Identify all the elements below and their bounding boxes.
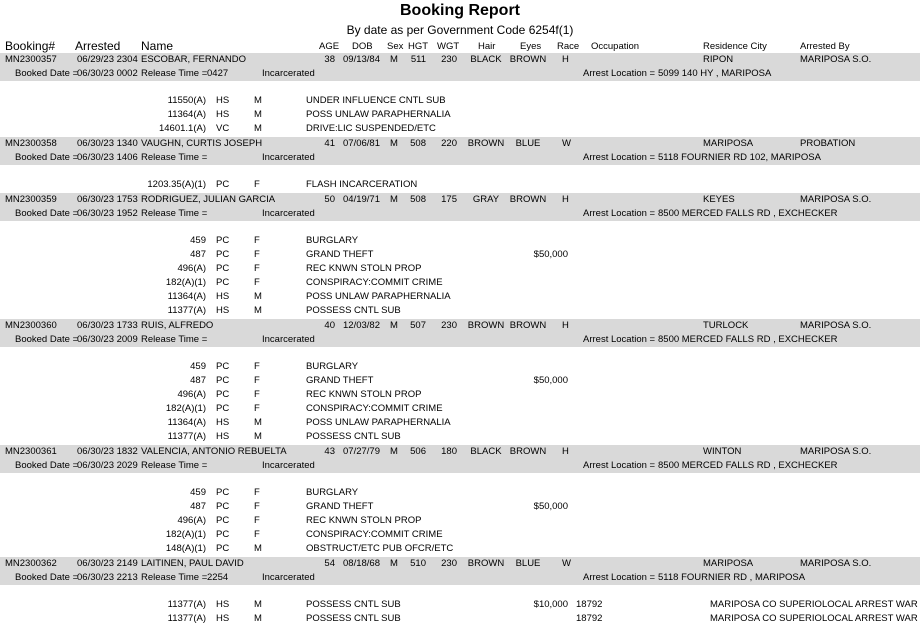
- charge-code: 14601.1(A): [158, 123, 206, 134]
- charge-type: HS: [216, 431, 230, 442]
- dob-value: 07/27/79: [343, 446, 380, 457]
- release-time-value: 2254: [207, 572, 229, 583]
- charge-code: 487: [190, 501, 206, 512]
- charge-level: M: [254, 613, 262, 624]
- charge-description: REC KNWN STOLN PROP: [306, 389, 422, 400]
- charge-description: REC KNWN STOLN PROP: [306, 263, 422, 274]
- charge-description: GRAND THEFT: [306, 375, 374, 386]
- charge-level: F: [254, 235, 260, 246]
- booked-date-label: Booked Date =: [15, 572, 79, 583]
- custody-status: Incarcerated: [262, 152, 315, 163]
- charge-level: F: [254, 375, 260, 386]
- charge-description: POSSESS CNTL SUB: [306, 431, 401, 442]
- arrested-datetime: 06/30/23 1832: [77, 446, 138, 457]
- bail-amount: $50,000: [533, 249, 568, 260]
- booked-date-value: 06/30/23 0002: [77, 68, 138, 79]
- residence-city: WINTON: [703, 446, 742, 457]
- charge-description: GRAND THEFT: [306, 249, 374, 260]
- charge-description: CONSPIRACY:COMMIT CRIME: [306, 403, 443, 414]
- arrestee-name: LAITINEN, PAUL DAVID: [141, 558, 244, 569]
- age-value: 50: [324, 194, 335, 205]
- eyes-value: BLUE: [515, 558, 541, 569]
- race-value: H: [562, 446, 569, 457]
- weight-value: 230: [441, 320, 457, 331]
- charge-description: BURGLARY: [306, 361, 359, 372]
- charge-type: VC: [216, 123, 230, 134]
- arrestee-name: ESCOBAR, FERNANDO: [141, 54, 247, 65]
- weight-value: 180: [441, 446, 457, 457]
- col-booking: Booking#: [5, 39, 56, 53]
- residence-city: RIPON: [703, 54, 734, 65]
- race-value: W: [562, 138, 571, 149]
- release-time-label: Release Time =: [141, 68, 208, 79]
- hair-value: BROWN: [467, 138, 505, 149]
- charge-type: HS: [216, 305, 230, 316]
- disposition: LOCAL ARREST WAR: [822, 599, 918, 610]
- charge-code: 11377(A): [167, 305, 206, 316]
- charge-type: PC: [216, 361, 230, 372]
- arrested-by: PROBATION: [800, 138, 856, 149]
- dob-value: 07/06/81: [343, 138, 380, 149]
- court-name: MARIPOSA CO SUPERIO: [710, 599, 822, 610]
- charge-description: POSS UNLAW PARAPHERNALIA: [306, 417, 451, 428]
- charge-level: F: [254, 403, 260, 414]
- charge-level: F: [254, 487, 260, 498]
- age-value: 41: [324, 138, 335, 149]
- col-arrested: Arrested: [75, 39, 121, 53]
- arrest-location-value: 5099 140 HY , MARIPOSA: [658, 68, 772, 79]
- arrest-location-label: Arrest Location =: [583, 208, 656, 219]
- arrestee-name: VAUGHN, CURTIS JOSEPH: [141, 138, 263, 149]
- booked-date-label: Booked Date =: [15, 334, 79, 345]
- eyes-value: BROWN: [509, 54, 547, 65]
- eyes-value: BROWN: [509, 320, 547, 331]
- charge-level: F: [254, 277, 260, 288]
- charge-description: POSSESS CNTL SUB: [306, 599, 401, 610]
- arrested-by: MARIPOSA S.O.: [800, 446, 872, 457]
- weight-value: 230: [441, 54, 457, 65]
- charge-level: F: [254, 263, 260, 274]
- sex-value: M: [390, 138, 398, 149]
- charge-code: 182(A)(1): [165, 529, 206, 540]
- arrested-datetime: 06/30/23 1733: [77, 320, 138, 331]
- charge-type: HS: [216, 95, 230, 106]
- booking-number: MN2300362: [5, 558, 57, 569]
- age-value: 43: [324, 446, 335, 457]
- residence-city: TURLOCK: [703, 320, 749, 331]
- weight-value: 230: [441, 558, 457, 569]
- charge-level: F: [254, 515, 260, 526]
- residence-city: MARIPOSA: [703, 138, 754, 149]
- custody-status: Incarcerated: [262, 572, 315, 583]
- hair-value: BROWN: [467, 320, 505, 331]
- charge-description: DRIVE:LIC SUSPENDED/ETC: [306, 123, 436, 134]
- weight-value: 175: [441, 194, 457, 205]
- col-age: AGE: [319, 41, 340, 52]
- arrested-by: MARIPOSA S.O.: [800, 320, 872, 331]
- charge-code: 11550(A): [167, 95, 206, 106]
- booked-date-value: 06/30/23 2009: [77, 334, 138, 345]
- booked-date-label: Booked Date =: [15, 208, 79, 219]
- charge-description: POSS UNLAW PARAPHERNALIA: [306, 291, 451, 302]
- sex-value: M: [390, 446, 398, 457]
- height-value: 511: [410, 54, 426, 65]
- charge-level: M: [254, 123, 262, 134]
- charge-code: 487: [190, 249, 206, 260]
- charge-description: POSS UNLAW PARAPHERNALIA: [306, 109, 451, 120]
- charge-level: F: [254, 179, 260, 190]
- height-value: 506: [410, 446, 426, 457]
- charge-type: PC: [216, 389, 230, 400]
- arrestee-name: VALENCIA, ANTONIO REBUELTA: [141, 446, 287, 457]
- release-time-label: Release Time =: [141, 460, 208, 471]
- race-value: H: [562, 194, 569, 205]
- release-time-value: 0427: [207, 68, 229, 79]
- release-time-label: Release Time =: [141, 208, 208, 219]
- dob-value: 08/18/68: [343, 558, 380, 569]
- arrestee-name: RUIS, ALFREDO: [141, 320, 214, 331]
- report-subtitle: By date as per Government Code 6254f(1): [346, 23, 574, 37]
- charge-level: M: [254, 109, 262, 120]
- arrest-location-value: 8500 MERCED FALLS RD , EXCHECKER: [658, 460, 838, 471]
- custody-status: Incarcerated: [262, 334, 315, 345]
- charge-level: M: [254, 305, 262, 316]
- arrest-location-value: 8500 MERCED FALLS RD , EXCHECKER: [658, 334, 838, 345]
- charge-code: 11364(A): [167, 417, 206, 428]
- col-hair: Hair: [478, 41, 496, 52]
- col-occupation: Occupation: [591, 41, 640, 52]
- booked-date-label: Booked Date =: [15, 68, 79, 79]
- arrested-datetime: 06/30/23 2149: [77, 558, 138, 569]
- sex-value: M: [390, 558, 398, 569]
- charge-level: M: [254, 95, 262, 106]
- charge-level: M: [254, 417, 262, 428]
- arrested-by: MARIPOSA S.O.: [800, 194, 872, 205]
- booked-date-value: 06/30/23 2213: [77, 572, 138, 583]
- charge-type: PC: [216, 375, 230, 386]
- residence-city: KEYES: [703, 194, 735, 205]
- eyes-value: BROWN: [509, 446, 547, 457]
- arrested-datetime: 06/30/23 1340: [77, 138, 138, 149]
- booking-number: MN2300358: [5, 138, 57, 149]
- charge-description: CONSPIRACY:COMMIT CRIME: [306, 529, 443, 540]
- release-time-label: Release Time =: [141, 572, 208, 583]
- custody-status: Incarcerated: [262, 460, 315, 471]
- booking-number: MN2300360: [5, 320, 57, 331]
- bail-amount: $10,000: [533, 599, 568, 610]
- charge-code: 459: [190, 361, 206, 372]
- col-eyes: Eyes: [520, 41, 542, 52]
- hair-value: BROWN: [467, 558, 505, 569]
- eyes-value: BROWN: [509, 194, 547, 205]
- custody-status: Incarcerated: [262, 68, 315, 79]
- eyes-value: BLUE: [515, 138, 541, 149]
- charge-type: PC: [216, 501, 230, 512]
- charge-type: PC: [216, 235, 230, 246]
- col-race: Race: [557, 41, 580, 52]
- bail-amount: $50,000: [533, 375, 568, 386]
- charge-type: PC: [216, 515, 230, 526]
- arrest-location-label: Arrest Location =: [583, 152, 656, 163]
- charge-level: F: [254, 501, 260, 512]
- charge-code: 496(A): [177, 515, 206, 526]
- charge-level: F: [254, 389, 260, 400]
- charge-code: 496(A): [177, 263, 206, 274]
- booked-date-value: 06/30/23 1952: [77, 208, 138, 219]
- charge-code: 459: [190, 235, 206, 246]
- charge-code: 11377(A): [167, 599, 206, 610]
- charge-description: REC KNWN STOLN PROP: [306, 515, 422, 526]
- arrest-location-label: Arrest Location =: [583, 460, 656, 471]
- bail-amount: $50,000: [533, 501, 568, 512]
- booked-date-value: 06/30/23 1406: [77, 152, 138, 163]
- booking-number: MN2300357: [5, 54, 57, 65]
- col-arrested-by: Arrested By: [800, 41, 850, 52]
- charge-code: 496(A): [177, 389, 206, 400]
- col-residence: Residence City: [703, 41, 767, 52]
- charge-level: F: [254, 361, 260, 372]
- charge-level: M: [254, 291, 262, 302]
- charge-type: PC: [216, 179, 230, 190]
- report-title: Booking Report: [400, 2, 520, 19]
- charge-code: 182(A)(1): [165, 403, 206, 414]
- booking-header-band: [0, 53, 920, 81]
- booking-number: MN2300361: [5, 446, 57, 457]
- release-time-label: Release Time =: [141, 152, 208, 163]
- weight-value: 220: [441, 138, 457, 149]
- charge-type: PC: [216, 277, 230, 288]
- charge-description: FLASH INCARCERATION: [306, 179, 418, 190]
- arrested-by: MARIPOSA S.O.: [800, 558, 872, 569]
- arrested-by: MARIPOSA S.O.: [800, 54, 872, 65]
- arrest-location-value: 5118 FOURNIER RD , MARIPOSA: [658, 572, 806, 583]
- charge-type: PC: [216, 487, 230, 498]
- charge-type: HS: [216, 613, 230, 624]
- race-value: H: [562, 54, 569, 65]
- arrestee-name: RODRIGUEZ, JULIAN GARCIA: [141, 194, 276, 205]
- charge-level: M: [254, 543, 262, 554]
- arrest-location-value: 5118 FOURNIER RD 102, MARIPOSA: [658, 152, 821, 163]
- charge-type: HS: [216, 599, 230, 610]
- charge-type: PC: [216, 263, 230, 274]
- sex-value: M: [390, 54, 398, 65]
- height-value: 507: [410, 320, 426, 331]
- release-time-label: Release Time =: [141, 334, 208, 345]
- charge-code: 148(A)(1): [165, 543, 206, 554]
- case-number: 18792: [576, 613, 603, 624]
- hair-value: BLACK: [470, 54, 502, 65]
- race-value: W: [562, 558, 571, 569]
- charge-code: 11377(A): [167, 431, 206, 442]
- height-value: 508: [410, 138, 426, 149]
- arrest-location-label: Arrest Location =: [583, 334, 656, 345]
- charge-type: PC: [216, 529, 230, 540]
- hair-value: BLACK: [470, 446, 502, 457]
- charge-description: GRAND THEFT: [306, 501, 374, 512]
- race-value: H: [562, 320, 569, 331]
- charge-description: POSSESS CNTL SUB: [306, 613, 401, 624]
- arrested-datetime: 06/30/23 1753: [77, 194, 138, 205]
- custody-status: Incarcerated: [262, 208, 315, 219]
- dob-value: 12/03/82: [343, 320, 380, 331]
- charge-type: PC: [216, 249, 230, 260]
- charge-description: OBSTRUCT/ETC PUB OFCR/ETC: [306, 543, 454, 554]
- age-value: 38: [324, 54, 335, 65]
- col-hgt: HGT: [408, 41, 429, 52]
- charge-code: 459: [190, 487, 206, 498]
- charge-description: POSSESS CNTL SUB: [306, 305, 401, 316]
- charge-level: F: [254, 249, 260, 260]
- charge-code: 182(A)(1): [165, 277, 206, 288]
- col-sex: Sex: [387, 41, 404, 52]
- booked-date-label: Booked Date =: [15, 152, 79, 163]
- charge-code: 1203.35(A)(1): [147, 179, 206, 190]
- booking-number: MN2300359: [5, 194, 57, 205]
- col-wgt: WGT: [437, 41, 460, 52]
- booked-date-value: 06/30/23 2029: [77, 460, 138, 471]
- dob-value: 09/13/84: [343, 54, 380, 65]
- court-name: MARIPOSA CO SUPERIO: [710, 613, 822, 624]
- sex-value: M: [390, 194, 398, 205]
- booked-date-label: Booked Date =: [15, 460, 79, 471]
- col-name: Name: [141, 39, 174, 53]
- arrest-location-label: Arrest Location =: [583, 68, 656, 79]
- height-value: 508: [410, 194, 426, 205]
- charge-type: HS: [216, 109, 230, 120]
- charge-description: BURGLARY: [306, 235, 359, 246]
- sex-value: M: [390, 320, 398, 331]
- age-value: 40: [324, 320, 335, 331]
- charge-description: BURGLARY: [306, 487, 359, 498]
- arrest-location-label: Arrest Location =: [583, 572, 656, 583]
- height-value: 510: [410, 558, 426, 569]
- charge-level: M: [254, 431, 262, 442]
- charge-type: PC: [216, 403, 230, 414]
- arrest-location-value: 8500 MERCED FALLS RD , EXCHECKER: [658, 208, 838, 219]
- charge-level: F: [254, 529, 260, 540]
- dob-value: 04/19/71: [343, 194, 380, 205]
- charge-code: 11364(A): [167, 109, 206, 120]
- charge-code: 487: [190, 375, 206, 386]
- charge-description: CONSPIRACY:COMMIT CRIME: [306, 277, 443, 288]
- charge-description: UNDER INFLUENCE CNTL SUB: [306, 95, 446, 106]
- case-number: 18792: [576, 599, 603, 610]
- charge-type: HS: [216, 291, 230, 302]
- charge-code: 11377(A): [167, 613, 206, 624]
- charge-type: HS: [216, 417, 230, 428]
- residence-city: MARIPOSA: [703, 558, 754, 569]
- disposition: LOCAL ARREST WAR: [822, 613, 918, 624]
- charge-level: M: [254, 599, 262, 610]
- hair-value: GRAY: [472, 194, 500, 205]
- charge-code: 11364(A): [167, 291, 206, 302]
- charge-type: PC: [216, 543, 230, 554]
- col-dob: DOB: [352, 41, 373, 52]
- age-value: 54: [324, 558, 335, 569]
- arrested-datetime: 06/29/23 2304: [77, 54, 138, 65]
